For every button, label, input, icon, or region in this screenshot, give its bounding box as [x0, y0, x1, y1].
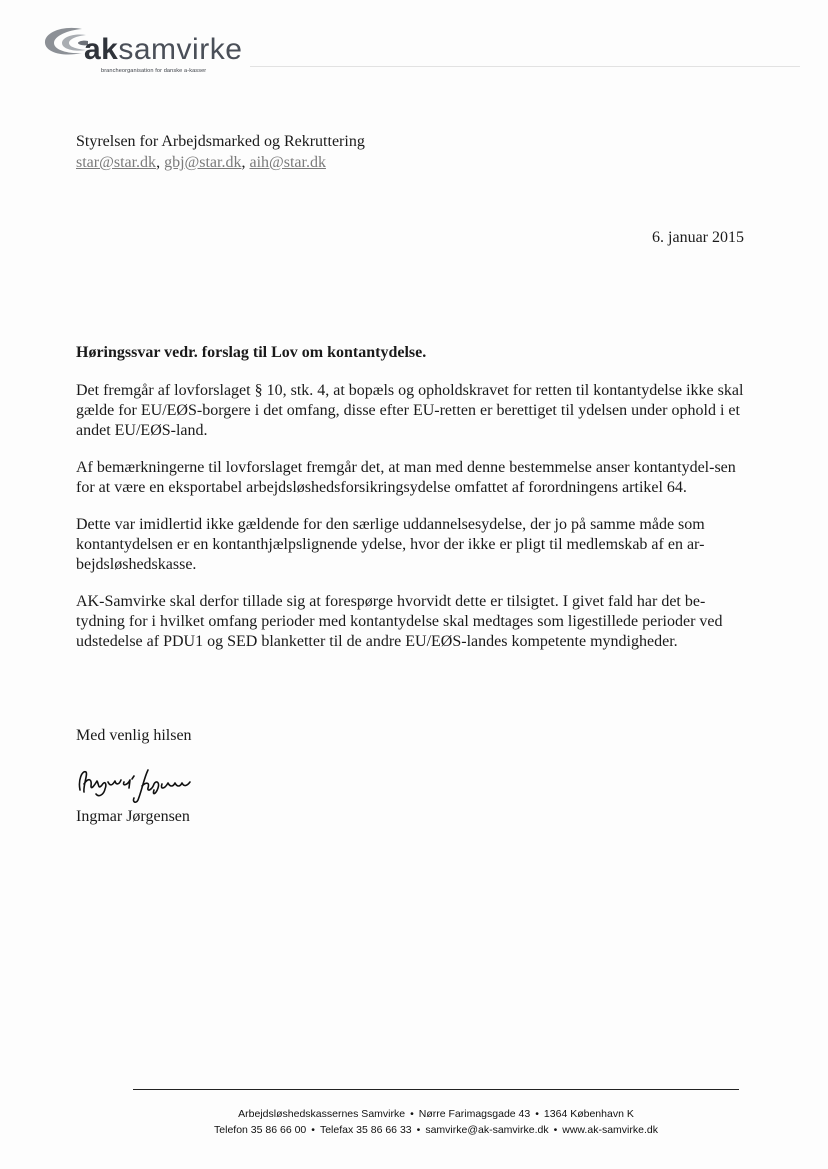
letter-footer	[133, 1106, 739, 1138]
body-paragraph: AK-Samvirke skal derfor tillade sig at forespørge hvorvidt dette er tilsigtet. I givet fald har det be-tydning for i hvilket omfang perioder med kontantydelse skal medtages som ligestillede perioder ved udstedelse af PDU1 og SED blanketter til de andre EU/EØS-landes kompetente myndigheder.	[76, 593, 723, 650]
body-paragraph: Dette var imidlertid ikke gældende for den særlige uddannelsesydelse, der jo på samme måde som kontantydelsen er en kontanthjælpslignende ydelse, hvor der ikke er pligt til medlemskab af en ar-bejdsløshedskasse.	[76, 516, 705, 573]
footer-address-line: Arbejdsløshedskassernes Samvirke • Nørre Farimagsgade 43 • 1364 København K	[238, 1108, 634, 1120]
letter-date: 6. januar 2015	[652, 229, 744, 246]
letter-body	[76, 381, 748, 669]
letter-subject: Høringssvar vedr. forslag til Lov om kontantydelse.	[76, 344, 427, 361]
header-divider	[250, 66, 800, 67]
body-paragraph: Det fremgår af lovforslaget § 10, stk. 4, at bopæls og opholdskravet for retten til kontantydelse ikke skal gælde for EU/EØS-borgere i det omfang, disse efter EU-retten er berettiget til ydelsen under ophold i et andet EU/EØS-land.	[76, 382, 744, 439]
recipient-block	[76, 131, 365, 173]
recipient-emails: star@star.dk, gbj@star.dk, aih@star.dk	[76, 154, 326, 171]
logo-tagline: brancheorganisation for danske a-kasser	[101, 68, 207, 74]
footer-phone: Telefon 35 86 66 00	[214, 1124, 307, 1136]
footer-divider	[133, 1089, 739, 1090]
footer-contact-line: Telefon 35 86 66 00 • Telefax 35 86 66 33 • samvirke@ak-samvirke.dk • www.ak-samvirke.dk	[214, 1124, 658, 1136]
body-paragraph: Af bemærkningerne til lovforslaget fremgår det, at man med denne bestemmelse anser kontantydel-sen for at være en eksportabel arbejdsløshedsforsikringsydelse omfattet af forordningens artikel 64.	[76, 459, 736, 496]
letterhead-logo	[42, 22, 262, 84]
footer-fax: Telefax 35 86 66 33	[319, 1124, 412, 1136]
signer-name: Ingmar Jørgensen	[76, 808, 190, 825]
logo-wordmark: aksamvirke	[84, 33, 243, 66]
email-link-star[interactable]: star@star.dk	[76, 154, 157, 171]
footer-website[interactable]: www.ak-samvirke.dk	[562, 1124, 658, 1136]
email-link-gbj[interactable]: gbj@star.dk	[164, 154, 242, 171]
footer-email[interactable]: samvirke@ak-samvirke.dk	[425, 1124, 549, 1136]
closing-salutation: Med venlig hilsen	[76, 727, 192, 744]
email-link-aih[interactable]: aih@star.dk	[249, 154, 326, 171]
handwritten-signature	[74, 764, 204, 806]
recipient-name: Styrelsen for Arbejdsmarked og Rekruttering	[76, 133, 365, 150]
